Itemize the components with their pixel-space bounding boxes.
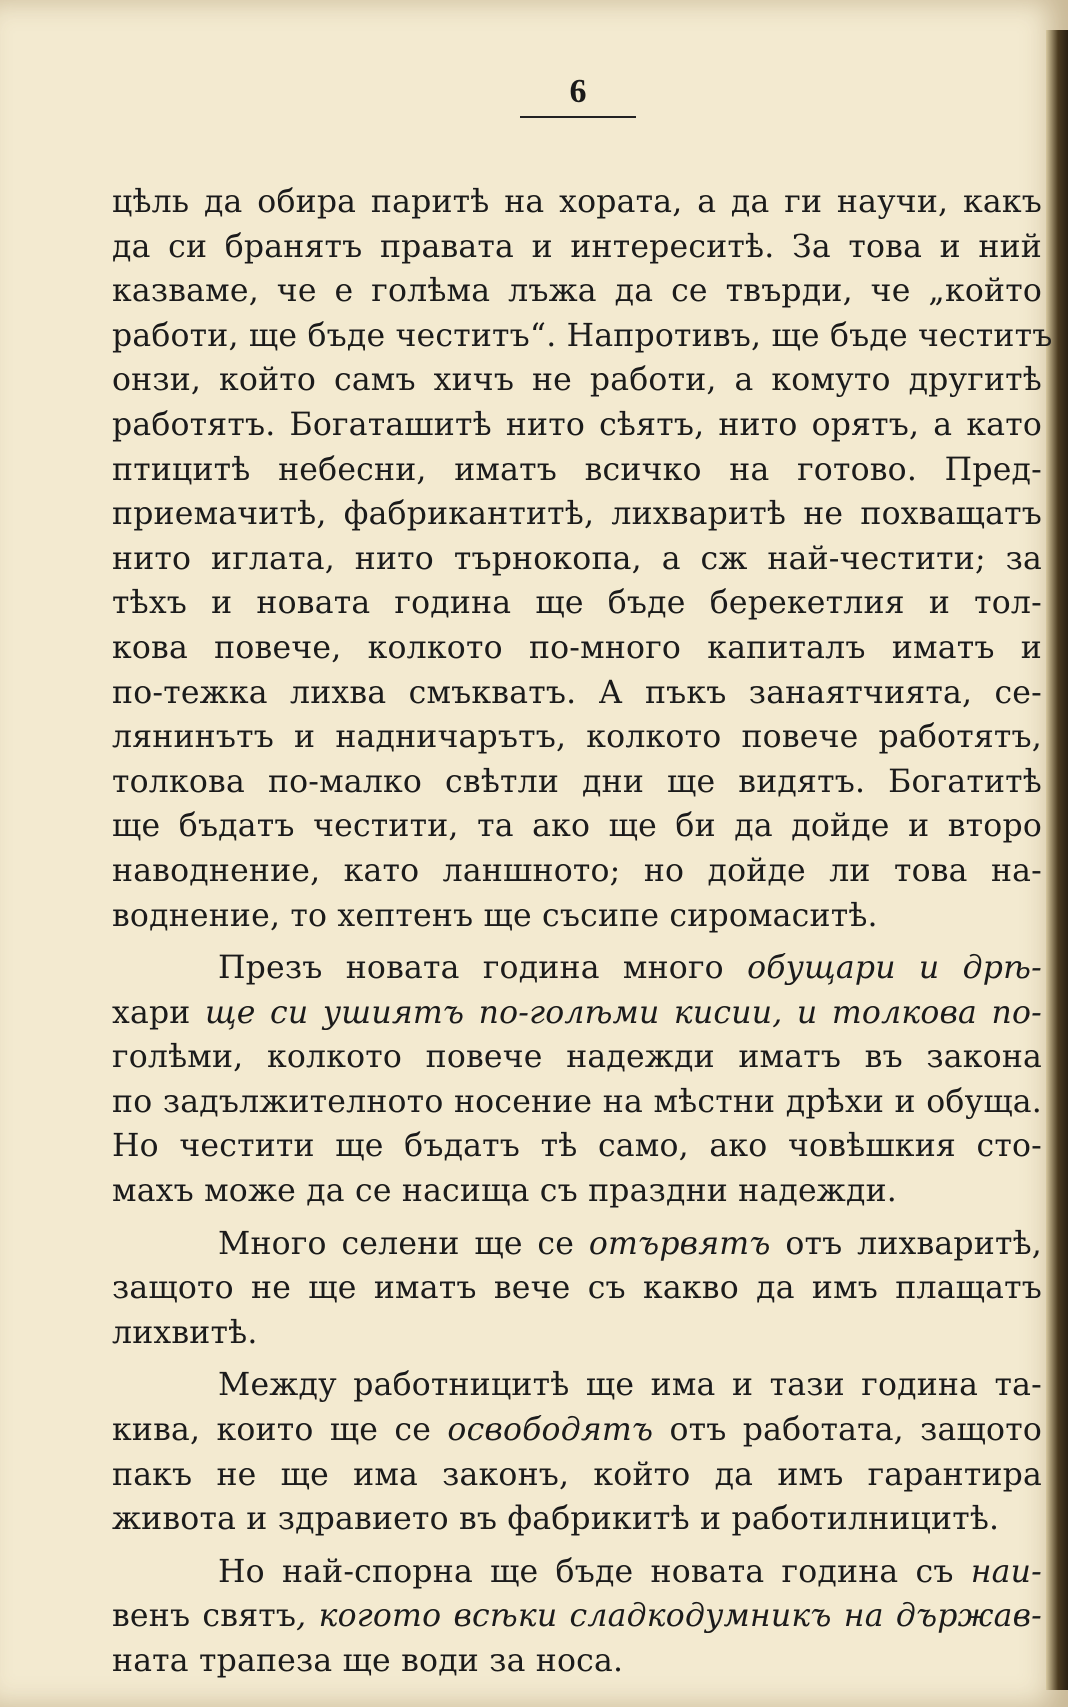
line-text: Но честити ще бъдатъ тѣ само, ако човѣшкия сто- <box>112 1128 1042 1165</box>
text-line <box>112 225 1042 270</box>
line-text: пакъ не ще има законъ, който да имъ гарантира <box>112 1456 1042 1493</box>
line-text: кова повече, колкото по-много капиталъ иматъ и <box>112 629 1042 666</box>
line-text: работятъ. Богаташитѣ нито сѣятъ, нито орятъ, а като <box>112 406 1042 443</box>
line-text: ще бъдатъ честити, та ако ще би да дойде и второ <box>112 808 1042 845</box>
line-text: лянинътъ и надничарътъ, колкото повече работятъ, <box>112 719 1042 756</box>
text-line <box>112 403 1042 448</box>
page-header <box>520 72 636 118</box>
text-line <box>112 1453 1042 1498</box>
text-line <box>112 537 1042 582</box>
italic-text: ще си ушиятъ по-голѣми кисии, и толкова по- <box>190 994 1042 1031</box>
text-line <box>112 492 1042 537</box>
text-line <box>112 1639 1042 1684</box>
line-text: ната трапеза ще води за носа. <box>112 1643 624 1679</box>
paragraph-gap <box>112 938 1042 946</box>
text-line <box>112 448 1042 493</box>
italic-text: , когото всѣки сладкодумникъ на държав- <box>296 1598 1042 1635</box>
line-text: по-тежка лихва смъкватъ. А пъкъ занаятчията, се- <box>112 674 1042 711</box>
page-number-rule <box>520 116 636 118</box>
line-text: Презъ новата година много <box>218 950 748 987</box>
text-line <box>112 581 1042 626</box>
italic-text: наи- <box>970 1553 1042 1590</box>
text-line <box>112 1594 1042 1639</box>
line-text: голѣми, колкото повече надежди иматъ въ закона <box>112 1039 1042 1076</box>
line-text: махъ може да се насища съ праздни надежди. <box>112 1173 897 1210</box>
line-text: Но най-спорна ще бъде новата година съ <box>218 1553 971 1590</box>
italic-text: обущари и дрѣ- <box>747 950 1042 987</box>
italic-text: отървятъ <box>588 1225 771 1262</box>
text-line <box>112 1266 1042 1311</box>
paragraph <box>112 1550 1042 1684</box>
line-text: живота и здравието въ фабрикитѣ и работилницитѣ. <box>112 1501 1000 1538</box>
line-text: работи, ще бъде честитъ“. Напротивъ, ще бъде честитъ <box>112 317 1053 354</box>
paragraph-gap <box>112 1542 1042 1550</box>
text-line <box>112 1169 1042 1214</box>
paragraph-gap <box>112 1355 1042 1363</box>
line-text: онзи, който самъ хичъ не работи, а комуто другитѣ <box>112 362 1042 399</box>
line-text: отъ лихваритѣ, <box>770 1225 1042 1262</box>
line-text: казваме, че е голѣма лъжа да се твърди, че „който <box>112 273 1042 310</box>
text-line <box>112 1124 1042 1169</box>
text-line <box>112 1497 1042 1542</box>
text-line <box>112 849 1042 894</box>
line-text: цѣль да обира паритѣ на хората, а да ги научи, какъ <box>112 184 1042 220</box>
line-text: воднение, то хептенъ ще съсипе сиромаситѣ. <box>112 897 878 934</box>
text-line <box>112 269 1042 314</box>
text-line <box>112 1550 1042 1595</box>
text-line <box>112 991 1042 1036</box>
italic-text: освободятъ <box>447 1412 654 1449</box>
text-line <box>112 314 1053 359</box>
text-line <box>112 894 1042 939</box>
line-text: венъ святъ <box>112 1598 297 1635</box>
line-text: толкова по-малко свѣтли дни ще видятъ. Богатитѣ <box>112 763 1042 800</box>
text-line <box>112 1363 1042 1408</box>
page-edge-shadow <box>1046 30 1068 1690</box>
line-text: нито иглата, нито търнокопа, а сж най-честити; за <box>112 540 1042 577</box>
text-line <box>112 804 1042 849</box>
line-text: хари <box>112 994 191 1031</box>
text-line <box>112 760 1042 805</box>
paragraph <box>112 1222 1042 1356</box>
paragraph <box>112 1363 1042 1541</box>
body-text <box>112 180 1053 1684</box>
page-number: 6 <box>569 73 587 110</box>
text-line <box>112 946 1042 991</box>
line-text: Много селени ще се <box>218 1225 589 1262</box>
text-line <box>112 1408 1042 1453</box>
text-line <box>112 671 1042 716</box>
text-line <box>112 358 1042 403</box>
line-text: Между работницитѣ ще има и тази година та- <box>218 1367 1042 1404</box>
text-line <box>112 1311 1042 1356</box>
text-line <box>112 1222 1042 1267</box>
text-line <box>112 1035 1042 1080</box>
line-text: да си бранятъ правата и интереситѣ. За това и ний <box>112 228 1042 265</box>
line-text: тѣхъ и новата година ще бъде берекетлия и тол- <box>112 585 1042 622</box>
line-text: приемачитѣ, фабрикантитѣ, лихваритѣ не похващатъ <box>112 496 1042 533</box>
paragraph <box>112 180 1053 938</box>
line-text: кива, които ще се <box>112 1412 448 1449</box>
line-text: по задължителното носение на мѣстни дрѣхи и обуща. <box>112 1083 1042 1120</box>
line-text: лихвитѣ. <box>112 1314 258 1351</box>
paragraph <box>112 946 1042 1214</box>
text-line <box>112 626 1042 671</box>
text-line <box>112 1080 1042 1125</box>
text-line <box>112 180 1042 225</box>
line-text: птицитѣ небесни, иматъ всичко на готово. Пред- <box>112 451 1042 488</box>
text-line <box>112 715 1042 760</box>
line-text: наводнение, като ланшното; но дойде ли това на- <box>112 852 1042 889</box>
line-text: защото не ще иматъ вече съ какво да имъ плащатъ <box>112 1270 1042 1307</box>
paragraph-gap <box>112 1214 1042 1222</box>
line-text: отъ работата, защото <box>653 1412 1042 1449</box>
